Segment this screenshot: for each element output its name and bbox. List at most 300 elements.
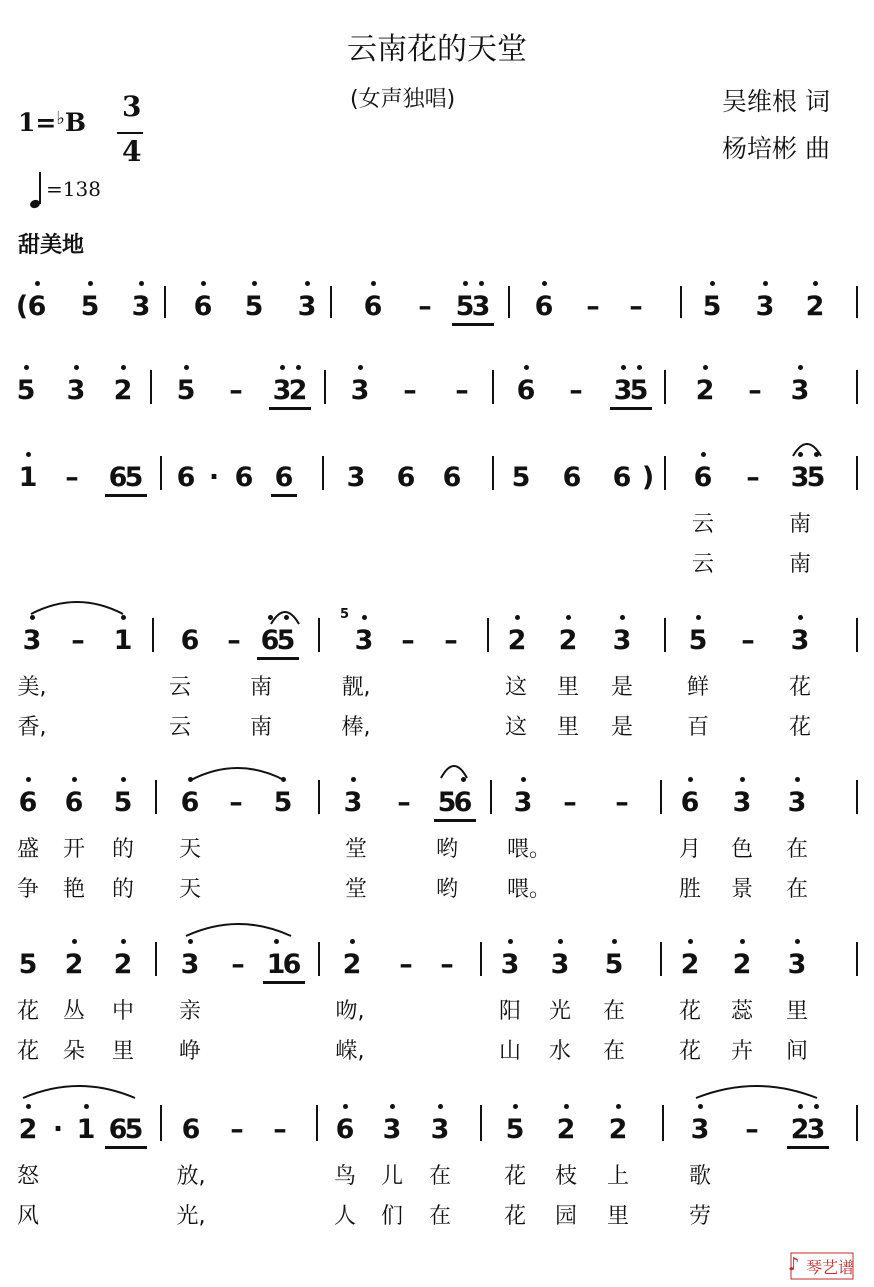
note: 6 xyxy=(680,787,700,818)
note: 6 xyxy=(612,462,632,493)
slur xyxy=(185,918,292,938)
note: 2 xyxy=(805,291,825,322)
barline xyxy=(856,942,858,976)
note: 6 xyxy=(282,949,302,980)
note: 3 xyxy=(806,1114,826,1145)
note: 6 xyxy=(453,787,473,818)
lyric: 里 xyxy=(606,1204,629,1229)
note: 2 xyxy=(680,949,700,980)
note: 3 xyxy=(690,1114,710,1145)
lyric: 花 xyxy=(503,1204,526,1229)
flat-icon: ♭ xyxy=(56,108,65,129)
note: 5 xyxy=(176,375,196,406)
barline xyxy=(480,942,482,976)
dash: – xyxy=(455,375,469,406)
lyric: 里 xyxy=(556,675,579,700)
note: 3 xyxy=(790,625,810,656)
expression-marking: 甜美地 xyxy=(18,233,85,258)
lyric: 堂 xyxy=(344,877,367,902)
note: 6 xyxy=(260,625,280,656)
note: 3 xyxy=(790,462,810,493)
note: 6 xyxy=(442,462,462,493)
note: 6 xyxy=(234,462,254,493)
lyric: 天 xyxy=(178,877,201,902)
octave-dot xyxy=(698,1104,703,1109)
lyric: 香, xyxy=(17,715,47,740)
lyric: 儿 xyxy=(380,1164,403,1189)
barline xyxy=(490,780,492,814)
octave-dot xyxy=(688,939,693,944)
dash: – xyxy=(71,625,85,656)
note: 6 xyxy=(193,291,213,322)
note: 3 xyxy=(790,375,810,406)
dash: – xyxy=(746,462,760,493)
note: 3 xyxy=(297,291,317,322)
underline xyxy=(105,494,147,497)
lyric: 们 xyxy=(380,1204,403,1229)
note: 2 xyxy=(64,949,84,980)
lyric: 在 xyxy=(602,1039,625,1064)
dash: – xyxy=(403,375,417,406)
octave-dot xyxy=(688,777,693,782)
lyric: 的 xyxy=(111,877,134,902)
barline xyxy=(318,942,320,976)
octave-dot xyxy=(72,777,77,782)
underline xyxy=(271,494,297,497)
barline xyxy=(160,456,162,490)
lyric: 云 xyxy=(691,512,714,537)
dash: – xyxy=(741,625,755,656)
lyricist-credit: 吴维根 词 xyxy=(722,87,830,116)
lyric: 南 xyxy=(249,715,272,740)
barline xyxy=(680,286,682,318)
octave-dot xyxy=(558,939,563,944)
grace-note: 5 xyxy=(340,607,350,622)
note: 6 xyxy=(516,375,536,406)
dash: – xyxy=(748,375,762,406)
lyric: 南 xyxy=(788,552,811,577)
lyric: 水 xyxy=(548,1039,571,1064)
lyric: 上 xyxy=(606,1164,629,1189)
lyric: 棒, xyxy=(341,715,371,740)
bracket: ( xyxy=(15,291,29,322)
lyric: 这 xyxy=(504,715,527,740)
note: 6 xyxy=(181,1114,201,1145)
note: 2 xyxy=(113,375,133,406)
octave-dot xyxy=(24,365,29,370)
lyric: 阳 xyxy=(498,999,521,1024)
note: 3 xyxy=(613,375,633,406)
note: 6 xyxy=(274,462,294,493)
dash: – xyxy=(273,1114,287,1145)
lyric: 里 xyxy=(556,715,579,740)
dash: – xyxy=(615,787,629,818)
composer-credit: 杨培彬 曲 xyxy=(722,134,830,163)
octave-dot xyxy=(620,615,625,620)
barline xyxy=(322,456,324,490)
octave-dot xyxy=(72,939,77,944)
lyric: 美, xyxy=(17,675,47,700)
lyric: 争 xyxy=(16,877,39,902)
barline xyxy=(150,370,152,404)
barline xyxy=(660,780,662,814)
note: 2 xyxy=(732,949,752,980)
barline xyxy=(660,942,662,976)
octave-dot xyxy=(513,1104,518,1109)
lyric: 蕊 xyxy=(730,999,753,1024)
note: 2 xyxy=(608,1114,628,1145)
octave-dot xyxy=(637,365,642,370)
slur xyxy=(30,596,124,616)
lyric: 色 xyxy=(730,837,753,862)
note: 3 xyxy=(354,625,374,656)
octave-dot xyxy=(740,777,745,782)
octave-dot xyxy=(121,777,126,782)
note: 2 xyxy=(113,949,133,980)
octave-dot xyxy=(121,939,126,944)
dash: – xyxy=(229,375,243,406)
note: 3 xyxy=(272,375,292,406)
note: 5 xyxy=(124,462,144,493)
lyric: 花 xyxy=(503,1164,526,1189)
dash: – xyxy=(229,787,243,818)
note: 5 xyxy=(113,787,133,818)
octave-dot xyxy=(798,615,803,620)
note: 2 xyxy=(342,949,362,980)
octave-dot xyxy=(358,365,363,370)
lyric: 喂。 xyxy=(507,837,552,862)
note: 1 xyxy=(18,462,38,493)
lyric: 在 xyxy=(428,1164,451,1189)
lyric: 里 xyxy=(111,1039,134,1064)
slur xyxy=(190,762,285,782)
octave-dot xyxy=(612,939,617,944)
key-prefix: 1= xyxy=(18,108,57,137)
barline xyxy=(164,286,166,318)
lyric: 在 xyxy=(428,1204,451,1229)
lyric: 这 xyxy=(504,675,527,700)
slur xyxy=(695,1080,818,1100)
lyric: 南 xyxy=(249,675,272,700)
watermark-text: 琴艺谱 xyxy=(806,1258,855,1277)
note: 2 xyxy=(288,375,308,406)
dash: – xyxy=(230,1114,244,1145)
barline xyxy=(856,370,858,404)
underline xyxy=(269,407,311,410)
octave-dot xyxy=(26,452,31,457)
note: 5 xyxy=(511,462,531,493)
note: 6 xyxy=(363,291,383,322)
slur xyxy=(792,438,822,458)
barline xyxy=(662,1105,664,1141)
note: 3 xyxy=(66,375,86,406)
note: 5 xyxy=(16,375,36,406)
note: 2 xyxy=(556,1114,576,1145)
dash: – xyxy=(401,625,415,656)
lyric: 胜 xyxy=(678,877,701,902)
octave-dot xyxy=(515,615,520,620)
octave-dot xyxy=(479,281,484,286)
note: 5 xyxy=(806,462,826,493)
dash: – xyxy=(569,375,583,406)
underline xyxy=(452,323,494,326)
octave-dot xyxy=(296,365,301,370)
note: 5 xyxy=(505,1114,525,1145)
lyric: 花 xyxy=(788,715,811,740)
barline xyxy=(856,286,858,318)
octave-dot xyxy=(74,365,79,370)
lyric: 盛 xyxy=(16,837,39,862)
music-note-icon: ♪ xyxy=(788,1254,800,1275)
lyric: 怒 xyxy=(16,1164,39,1189)
barline xyxy=(316,1105,318,1141)
barline xyxy=(508,286,510,318)
note: 6 xyxy=(180,787,200,818)
note: 5 xyxy=(437,787,457,818)
octave-dot xyxy=(566,615,571,620)
lyric: 鸟 xyxy=(333,1164,356,1189)
note: 6 xyxy=(335,1114,355,1145)
lyric: 是 xyxy=(610,675,633,700)
underline xyxy=(787,1146,829,1149)
dash: – xyxy=(586,291,600,322)
note: 3 xyxy=(755,291,775,322)
note: 6 xyxy=(534,291,554,322)
note: 3 xyxy=(787,787,807,818)
underline xyxy=(610,407,652,410)
lyric: 哟 xyxy=(435,837,458,862)
dash: – xyxy=(563,787,577,818)
lyric: 鲜 xyxy=(686,675,709,700)
lyric: 花 xyxy=(16,999,39,1024)
time-signature-line xyxy=(117,132,143,134)
lyric: 吻, xyxy=(335,999,365,1024)
lyric: 的 xyxy=(111,837,134,862)
lyric: 花 xyxy=(678,1039,701,1064)
note: 5 xyxy=(124,1114,144,1145)
lyric: 光 xyxy=(548,999,571,1024)
lyric: 亲 xyxy=(178,999,201,1024)
barline xyxy=(324,370,326,404)
barline xyxy=(856,1105,858,1141)
lyric: 丛 xyxy=(62,999,85,1024)
note: 2 xyxy=(18,1114,38,1145)
octave-dot xyxy=(798,1104,803,1109)
underline xyxy=(257,657,299,660)
lyric: 花 xyxy=(788,675,811,700)
octave-dot xyxy=(88,281,93,286)
octave-dot xyxy=(139,281,144,286)
octave-dot xyxy=(696,615,701,620)
barline xyxy=(318,618,320,652)
lyric: 月 xyxy=(678,837,701,862)
lyric: 朵 xyxy=(62,1039,85,1064)
lyric: 间 xyxy=(785,1039,808,1064)
barline xyxy=(856,456,858,490)
barline xyxy=(664,370,666,404)
octave-dot xyxy=(390,1104,395,1109)
octave-dot xyxy=(184,365,189,370)
octave-dot xyxy=(710,281,715,286)
note: 2 xyxy=(790,1114,810,1145)
quarter-note-icon xyxy=(30,170,42,210)
lyric: 是 xyxy=(610,715,633,740)
lyric: 峥 xyxy=(178,1039,201,1064)
octave-dot xyxy=(280,365,285,370)
lyric: 哟 xyxy=(435,877,458,902)
dash: – xyxy=(399,949,413,980)
note: 2 xyxy=(695,375,715,406)
dash: – xyxy=(418,291,432,322)
note: 3 xyxy=(550,949,570,980)
note: 2 xyxy=(558,625,578,656)
note: 6 xyxy=(180,625,200,656)
octave-dot xyxy=(362,615,367,620)
note: 5 xyxy=(276,625,296,656)
octave-dot xyxy=(351,777,356,782)
barline xyxy=(480,1105,482,1141)
octave-dot xyxy=(201,281,206,286)
lyric: 中 xyxy=(111,999,134,1024)
lyric: 花 xyxy=(16,1039,39,1064)
note: 3 xyxy=(787,949,807,980)
barline xyxy=(487,618,489,652)
octave-dot xyxy=(703,365,708,370)
note: 5 xyxy=(455,291,475,322)
note: 6 xyxy=(693,462,713,493)
lyric: 景 xyxy=(730,877,753,902)
octave-dot xyxy=(121,365,126,370)
dash: – xyxy=(629,291,643,322)
octave-dot xyxy=(350,939,355,944)
underline xyxy=(434,819,476,822)
octave-dot xyxy=(521,777,526,782)
octave-dot xyxy=(763,281,768,286)
key-signature xyxy=(18,108,86,137)
barline xyxy=(160,1105,162,1141)
barline xyxy=(856,618,858,652)
barline xyxy=(492,370,494,404)
time-signature-bottom: 4 xyxy=(122,135,142,168)
note: 5 xyxy=(702,291,722,322)
note: 2 xyxy=(507,625,527,656)
note: 3 xyxy=(131,291,151,322)
lyric: 南 xyxy=(788,512,811,537)
note: 5 xyxy=(604,949,624,980)
lyric: 云 xyxy=(691,552,714,577)
note: 5 xyxy=(18,949,38,980)
slur xyxy=(22,1080,136,1100)
note: 5 xyxy=(629,375,649,406)
lyric: 嵘, xyxy=(335,1039,365,1064)
lyric: 人 xyxy=(333,1204,356,1229)
lyric: 云 xyxy=(168,715,191,740)
octave-dot xyxy=(814,1104,819,1109)
lyric: 艳 xyxy=(62,877,85,902)
lyric: 堂 xyxy=(344,837,367,862)
lyric: 开 xyxy=(62,837,85,862)
barline xyxy=(664,618,666,652)
octave-dot xyxy=(701,452,706,457)
bracket: ) xyxy=(641,462,655,493)
barline xyxy=(492,456,494,490)
note: 3 xyxy=(513,787,533,818)
dash: – xyxy=(227,625,241,656)
barline xyxy=(318,780,320,814)
note: 1 xyxy=(113,625,133,656)
dash: – xyxy=(745,1114,759,1145)
octave-dot xyxy=(343,1104,348,1109)
slur xyxy=(270,606,300,626)
octave-dot xyxy=(371,281,376,286)
note: 5 xyxy=(80,291,100,322)
octave-dot xyxy=(438,1104,443,1109)
note: 3 xyxy=(343,787,363,818)
note: 6 xyxy=(64,787,84,818)
lyric: 劳 xyxy=(688,1204,711,1229)
note: 6 xyxy=(18,787,38,818)
lyric: 在 xyxy=(785,877,808,902)
octave-dot xyxy=(26,777,31,782)
octave-dot xyxy=(795,939,800,944)
tempo-marking: =138 xyxy=(46,177,101,201)
octave-dot xyxy=(26,1104,31,1109)
lyric: 云 xyxy=(168,675,191,700)
lyric: 园 xyxy=(554,1204,577,1229)
note: 5 xyxy=(244,291,264,322)
octave-dot xyxy=(621,365,626,370)
note: 3 xyxy=(382,1114,402,1145)
octave-dot xyxy=(463,281,468,286)
note: 5 xyxy=(273,787,293,818)
note: 6 xyxy=(396,462,416,493)
note: 3 xyxy=(180,949,200,980)
lyric: 光, xyxy=(176,1204,206,1229)
note: 5 xyxy=(688,625,708,656)
barline xyxy=(155,780,157,814)
octave-dot xyxy=(813,281,818,286)
lyric: 天 xyxy=(178,837,201,862)
barline xyxy=(330,286,332,318)
octave-dot xyxy=(188,939,193,944)
octave-dot xyxy=(616,1104,621,1109)
octave-dot xyxy=(798,365,803,370)
octave-dot xyxy=(252,281,257,286)
octave-dot xyxy=(274,939,279,944)
lyric: 放, xyxy=(176,1164,206,1189)
octave-dot xyxy=(508,939,513,944)
octave-dot xyxy=(35,281,40,286)
octave-dot xyxy=(84,1104,89,1109)
song-title: 云南花的天堂 xyxy=(347,32,527,67)
octave-dot xyxy=(564,1104,569,1109)
note: 6 xyxy=(108,462,128,493)
octave-dot xyxy=(542,281,547,286)
barline xyxy=(155,942,157,976)
octave-dot xyxy=(795,777,800,782)
note: 1 xyxy=(76,1114,96,1145)
lyric: 里 xyxy=(785,999,808,1024)
octave-dot xyxy=(740,939,745,944)
note: 3 xyxy=(430,1114,450,1145)
note: · xyxy=(52,1114,64,1145)
dash: – xyxy=(231,949,245,980)
dash: – xyxy=(65,462,79,493)
lyric: 风 xyxy=(16,1204,39,1229)
key-note: B xyxy=(64,108,86,137)
lyric: 在 xyxy=(602,999,625,1024)
song-subtitle: (女声独唱) xyxy=(350,87,456,112)
